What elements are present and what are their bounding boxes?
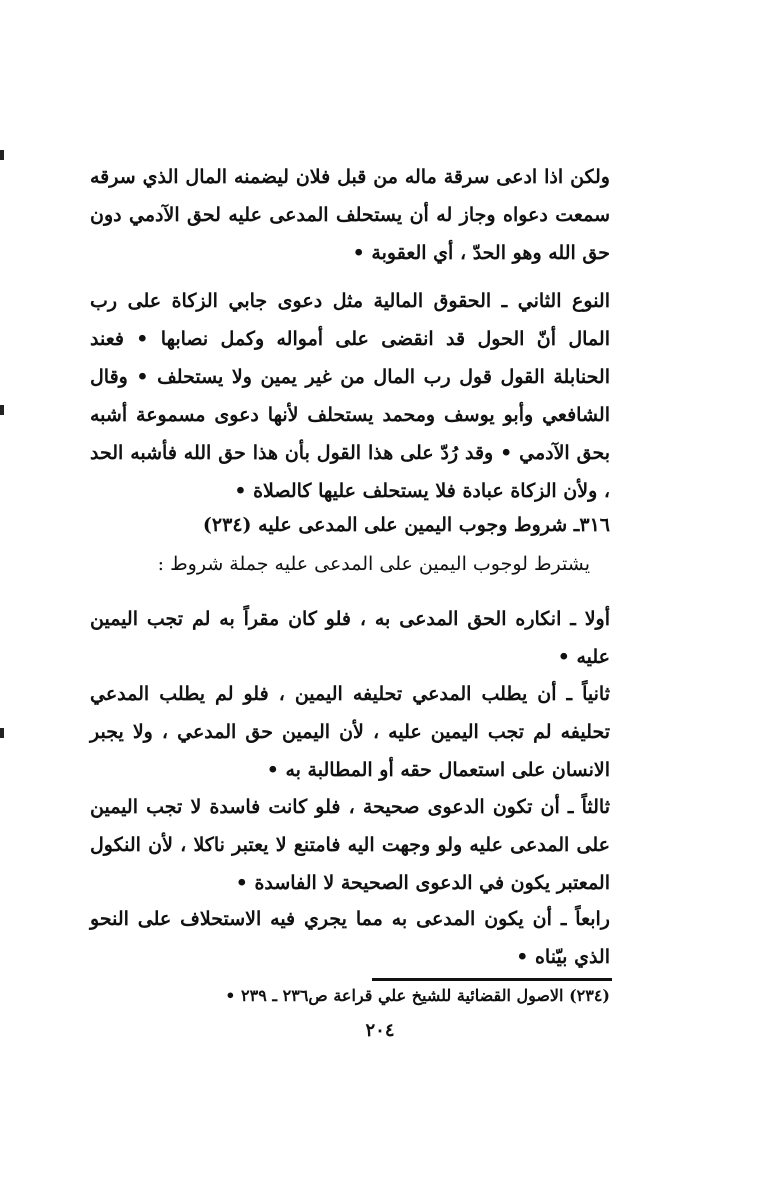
condition-first: أولا ـ انكاره الحق المدعى به ، فلو كان مقراً به لم تجب اليمين عليه • — [90, 608, 611, 668]
scan-edge-mark — [0, 150, 4, 160]
scan-edge-mark — [0, 728, 4, 738]
paragraph-claim-of-theft: ولكن اذا ادعى سرقة ماله من قبل فلان ليضمنه المال الذي سرقه سمعت دعواه وجاز له أن يستحلف المدعى عليه لحق الآدمي دون حق الله وهو الحدّ ، أي العقوبة • — [90, 166, 610, 264]
scan-edge-mark — [0, 405, 4, 415]
condition-third: ثالثاً ـ أن تكون الدعوى صحيحة ، فلو كانت فاسدة لا تجب اليمين على المدعى عليه ولو وجهت اليه فامتنع لا يعتبر ناكلا ، لأن النكول المعتبر يكون في الدعوى الصحيحة لا الفاسدة • — [90, 796, 610, 894]
condition-second: ثانياً ـ أن يطلب المدعي تحليفه اليمين ، فلو لم يطلب المدعي تحليفه لم تجب اليمين عليه ، لأن اليمين حق المدعي ، ولا يجبر الانسان على استعمال حقه أو المطالبة به • — [90, 683, 610, 781]
footnote: (٢٣٤) الاصول القضائية للشيخ علي قراعة ص٢٣٦ ـ ٢٣٩ • — [225, 986, 610, 1005]
footnote-divider — [372, 978, 612, 981]
section-heading: ٣١٦ـ شروط وجوب اليمين على المدعى عليه (٢٣٤) — [202, 514, 610, 536]
condition-fourth: رابعاً ـ أن يكون المدعى به مما يجري فيه الاستحلاف على النحو الذي بيّناه • — [90, 908, 610, 968]
paragraph-financial-rights: النوع الثاني ـ الحقوق المالية مثل دعوى جابي الزكاة على رب المال أنّ الحول قد انقضى على أمواله وكمل نصابها • فعند الحنابلة القول قول رب المال من غير يمين ولا يستحلف • وقال الشافعي وأبو يوسف ومحمد يستحلف لأنها دعوى مسموعة أشبه بحق الآدمي • وقد رُدّ على هذا القول بأن هذا حق الله فأشبه الحد ، ولأن الزكاة عبادة فلا يستحلف عليها كالصلاة • — [90, 290, 610, 502]
page-number: ٢٠٤ — [365, 1020, 395, 1041]
conditions-intro: يشترط لوجوب اليمين على المدعى عليه جملة شروط : — [157, 553, 590, 575]
